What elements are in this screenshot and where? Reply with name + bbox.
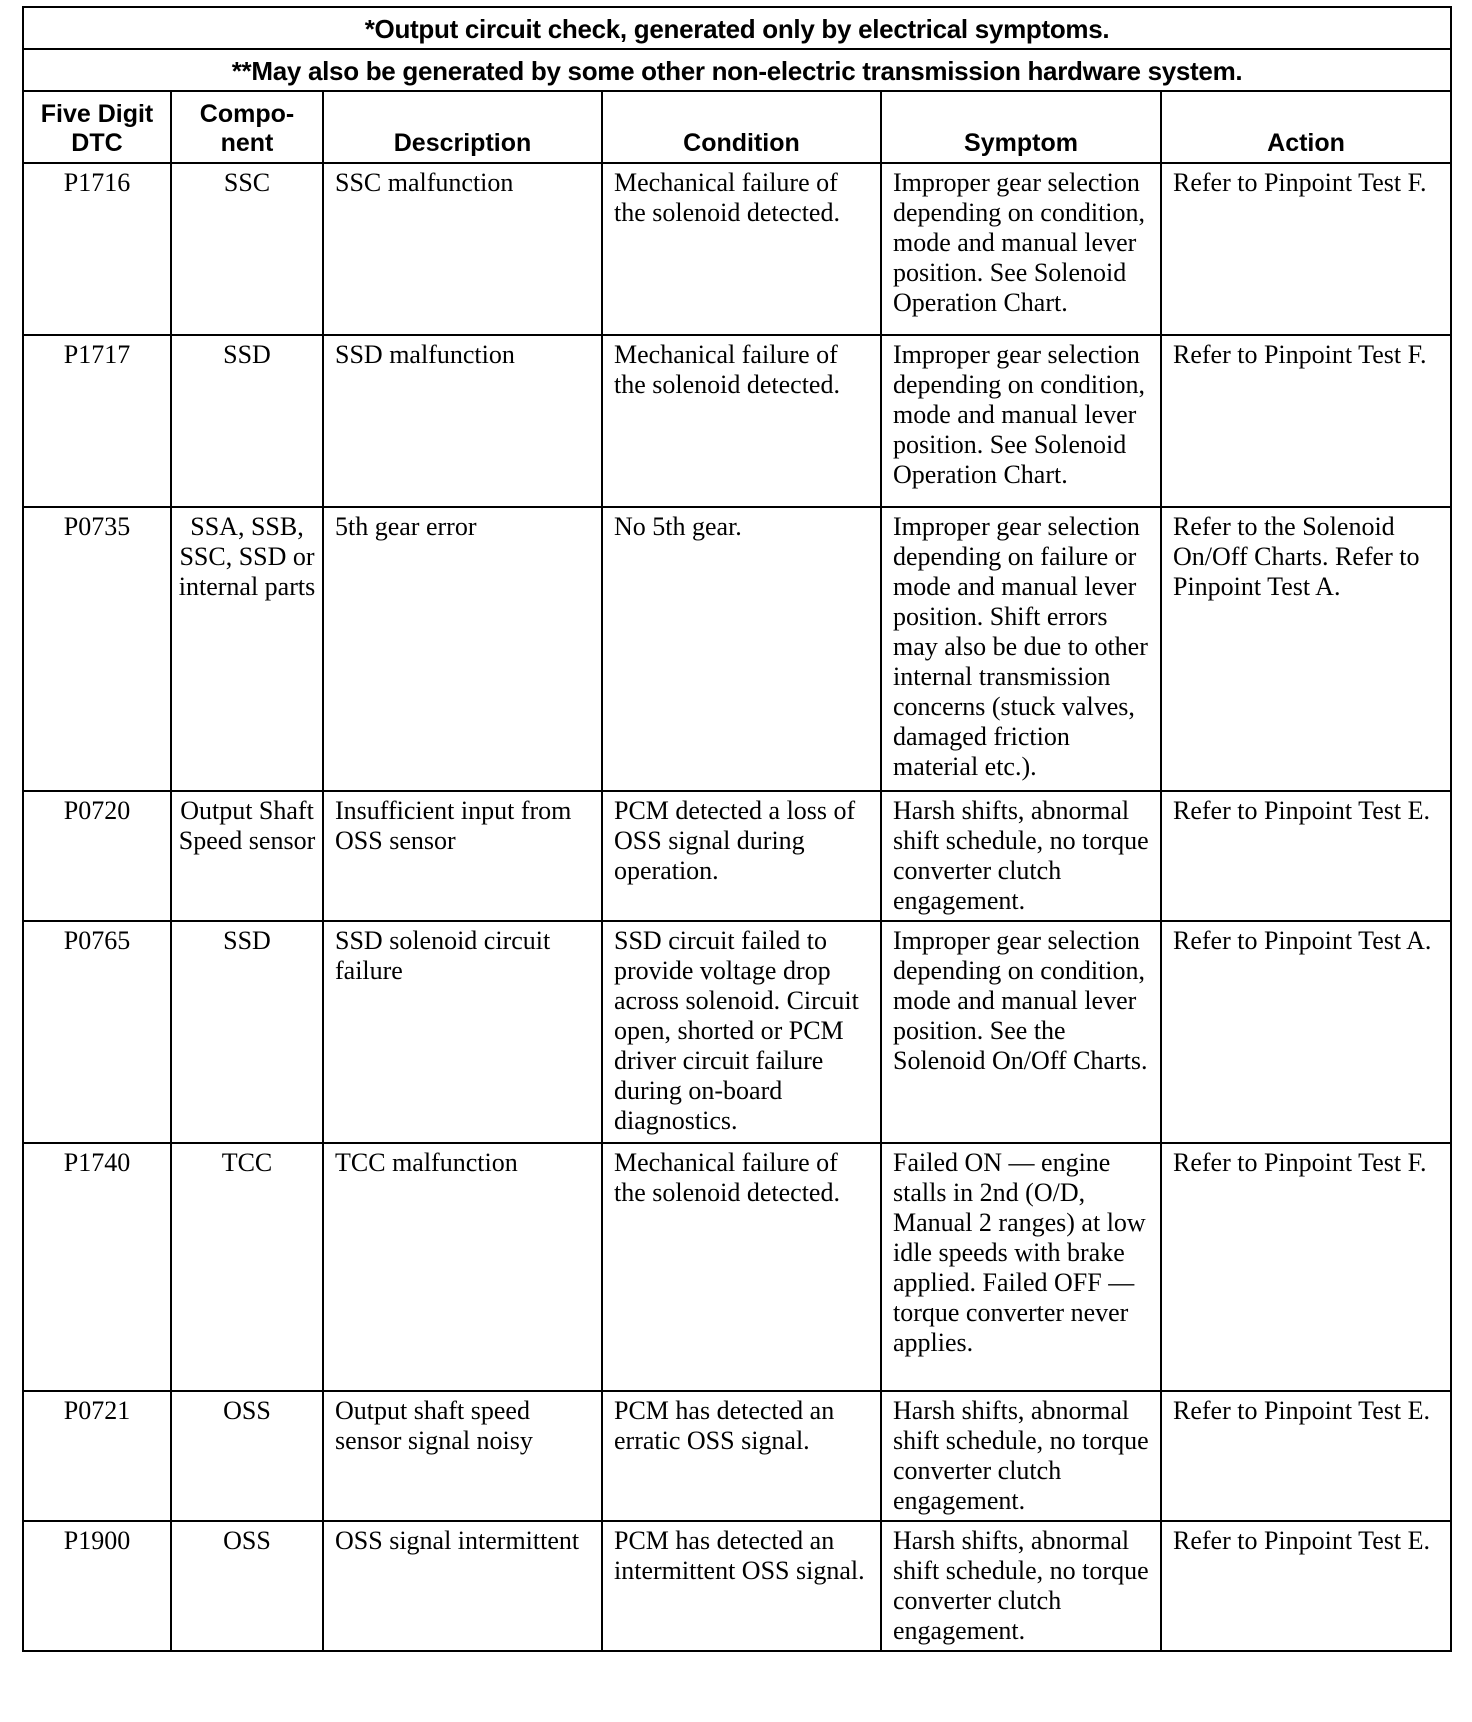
description: SSC malfunction bbox=[323, 163, 602, 335]
non-electric-hardware-note: **May also be generated by some other non-electric transmission hardware system. bbox=[23, 49, 1451, 91]
dtc-table bbox=[22, 6, 1452, 1652]
component: SSC bbox=[171, 163, 323, 335]
dtc-code: P0735 bbox=[23, 507, 171, 791]
header-condition: Condition bbox=[602, 91, 881, 163]
description: TCC malfunction bbox=[323, 1143, 602, 1391]
component: Output Shaft Speed sensor bbox=[171, 791, 323, 921]
table-row bbox=[23, 791, 1451, 921]
condition: PCM has detected an intermittent OSS signal. bbox=[602, 1521, 881, 1651]
header-dtc-line2: DTC bbox=[71, 129, 123, 157]
description: 5th gear error bbox=[323, 507, 602, 791]
table-row bbox=[23, 1391, 1451, 1521]
condition: PCM detected a loss of OSS signal during operation. bbox=[602, 791, 881, 921]
component: TCC bbox=[171, 1143, 323, 1391]
action: Refer to Pinpoint Test F. bbox=[1161, 163, 1451, 335]
component: OSS bbox=[171, 1521, 323, 1651]
description: OSS signal intermittent bbox=[323, 1521, 602, 1651]
symptom: Harsh shifts, abnormal shift schedule, no torque converter clutch engagement. bbox=[881, 1521, 1161, 1651]
table-row bbox=[23, 507, 1451, 791]
dtc-code: P1900 bbox=[23, 1521, 171, 1651]
action: Refer to Pinpoint Test F. bbox=[1161, 1143, 1451, 1391]
condition: SSD circuit failed to provide voltage drop across solenoid. Circuit open, shorted or PCM driver circuit failure during on-board diagnostics. bbox=[602, 921, 881, 1143]
header-description: Description bbox=[323, 91, 602, 163]
description: Output shaft speed sensor signal noisy bbox=[323, 1391, 602, 1521]
condition: Mechanical failure of the solenoid detected. bbox=[602, 335, 881, 507]
header-action: Action bbox=[1161, 91, 1451, 163]
symptom: Improper gear selection depending on failure or mode and manual lever position. Shift errors may also be due to other internal transmission concerns (stuck valves, damaged friction material etc.). bbox=[881, 507, 1161, 791]
electrical-symptom-note: *Output circuit check, generated only by electrical symptoms. bbox=[23, 7, 1451, 49]
header-dtc-line1: Five Digit bbox=[40, 100, 154, 128]
component: SSD bbox=[171, 335, 323, 507]
condition: No 5th gear. bbox=[602, 507, 881, 791]
dtc-code: P1716 bbox=[23, 163, 171, 335]
description: Insufficient input from OSS sensor bbox=[323, 791, 602, 921]
dtc-code: P0765 bbox=[23, 921, 171, 1143]
action: Refer to Pinpoint Test A. bbox=[1161, 921, 1451, 1143]
dtc-code: P0721 bbox=[23, 1391, 171, 1521]
header-component-line2: nent bbox=[220, 129, 274, 157]
symptom: Improper gear selection depending on condition, mode and manual lever position. See the Solenoid On/Off Charts. bbox=[881, 921, 1161, 1143]
condition: PCM has detected an erratic OSS signal. bbox=[602, 1391, 881, 1521]
dtc-table-page bbox=[22, 6, 1450, 1652]
table-row bbox=[23, 1521, 1451, 1651]
header-symptom: Symptom bbox=[881, 91, 1161, 163]
action: Refer to Pinpoint Test E. bbox=[1161, 791, 1451, 921]
header-dtc bbox=[23, 91, 171, 163]
table-row bbox=[23, 1143, 1451, 1391]
action: Refer to Pinpoint Test F. bbox=[1161, 335, 1451, 507]
header-component-line1: Compo- bbox=[199, 100, 295, 128]
symptom: Improper gear selection depending on condition, mode and manual lever position. See Solenoid Operation Chart. bbox=[881, 163, 1161, 335]
symptom: Improper gear selection depending on condition, mode and manual lever position. See Solenoid Operation Chart. bbox=[881, 335, 1161, 507]
condition: Mechanical failure of the solenoid detected. bbox=[602, 1143, 881, 1391]
action: Refer to Pinpoint Test E. bbox=[1161, 1521, 1451, 1651]
dtc-code: P1740 bbox=[23, 1143, 171, 1391]
description: SSD malfunction bbox=[323, 335, 602, 507]
symptom: Failed ON — engine stalls in 2nd (O/D, Manual 2 ranges) at low idle speeds with brake applied. Failed OFF — torque converter never applies. bbox=[881, 1143, 1161, 1391]
component: SSD bbox=[171, 921, 323, 1143]
component: SSA, SSB, SSC, SSD or internal parts bbox=[171, 507, 323, 791]
symptom: Harsh shifts, abnormal shift schedule, no torque converter clutch engagement. bbox=[881, 1391, 1161, 1521]
header-component bbox=[171, 91, 323, 163]
table-row bbox=[23, 163, 1451, 335]
dtc-code: P1717 bbox=[23, 335, 171, 507]
component: OSS bbox=[171, 1391, 323, 1521]
table-row bbox=[23, 335, 1451, 507]
dtc-code: P0720 bbox=[23, 791, 171, 921]
action: Refer to Pinpoint Test E. bbox=[1161, 1391, 1451, 1521]
action: Refer to the Solenoid On/Off Charts. Refer to Pinpoint Test A. bbox=[1161, 507, 1451, 791]
description: SSD solenoid circuit failure bbox=[323, 921, 602, 1143]
table-row bbox=[23, 921, 1451, 1143]
symptom: Harsh shifts, abnormal shift schedule, no torque converter clutch engagement. bbox=[881, 791, 1161, 921]
condition: Mechanical failure of the solenoid detected. bbox=[602, 163, 881, 335]
